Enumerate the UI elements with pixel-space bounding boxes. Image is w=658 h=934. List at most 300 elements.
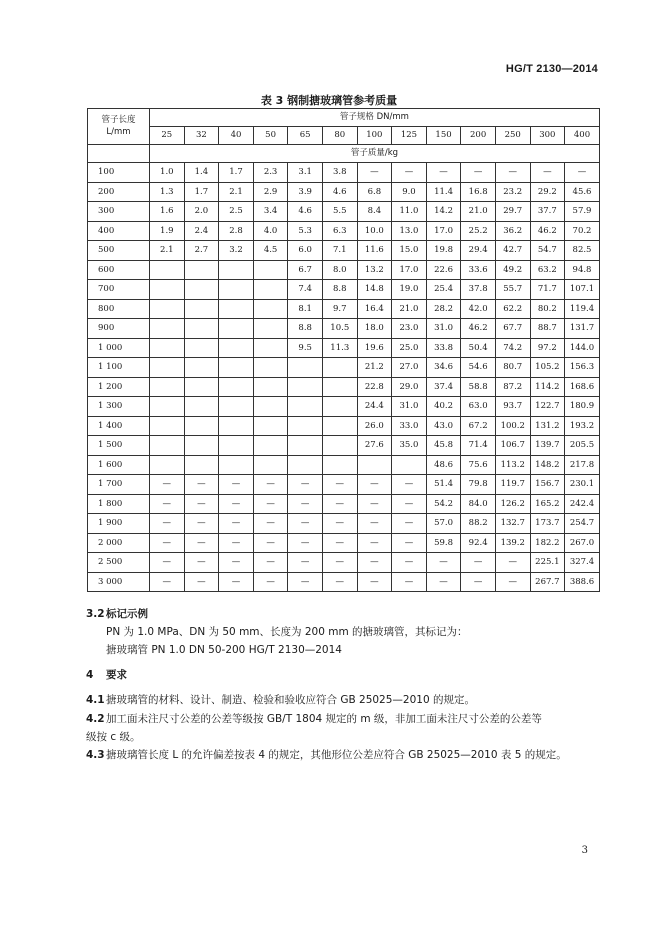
mass-cell: 9.0 [392,182,427,202]
mass-cell: 62.2 [495,299,530,319]
size-header-cell: 125 [392,127,427,145]
mass-cell: 3.2 [219,241,254,261]
mass-cell: 42.7 [495,241,530,261]
mass-cell: 6.7 [288,260,323,280]
length-cell: 800 [88,299,150,319]
mass-cell: — [219,572,254,592]
mass-header: 管子质量/kg [150,145,600,163]
mass-cell: 19.6 [357,338,392,358]
mass-cell: — [219,553,254,573]
mass-cell [150,338,185,358]
mass-cell [150,260,185,280]
mass-cell: 43.0 [426,416,461,436]
mass-cell: 10.5 [322,319,357,339]
table-row [88,182,600,202]
mass-cell: 92.4 [461,533,496,553]
length-cell: 2 500 [88,553,150,573]
mass-cell [150,377,185,397]
length-cell: 1 600 [88,455,150,475]
mass-cell: 217.8 [565,455,600,475]
mass-cell: 79.8 [461,475,496,495]
mass-cell: 5.5 [322,202,357,222]
mass-cell: — [253,475,288,495]
mass-cell: 114.2 [530,377,565,397]
mass-cell [253,338,288,358]
mass-cell: 45.6 [565,182,600,202]
mass-cell: 74.2 [495,338,530,358]
mass-cell: — [288,572,323,592]
section-4-heading: 4 要求 [86,669,127,681]
mass-cell: 16.8 [461,182,496,202]
spec-header: 管子规格 DN/mm [150,109,600,127]
mass-cell: 205.5 [565,436,600,456]
mass-cell: 15.0 [392,241,427,261]
mass-cell: 19.0 [392,280,427,300]
clause-4-2-cont: 级按 c 级。 [86,731,141,743]
mass-cell: 139.2 [495,533,530,553]
length-cell: 1 100 [88,358,150,378]
mass-cell [253,299,288,319]
mass-cell: 3.8 [322,163,357,183]
mass-cell: 26.0 [357,416,392,436]
table-row [88,572,600,592]
mass-cell: 1.3 [150,182,185,202]
mass-cell: 156.7 [530,475,565,495]
standard-code: HG/T 2130—2014 [505,63,598,75]
length-cell: 1 400 [88,416,150,436]
mass-cell [150,299,185,319]
table-row [88,494,600,514]
mass-cell [184,397,219,417]
mass-cell [322,397,357,417]
table-row [88,553,600,573]
mass-cell: 6.8 [357,182,392,202]
mass-cell: 8.8 [288,319,323,339]
mass-cell: 31.0 [392,397,427,417]
mass-cell: — [530,163,565,183]
size-header-cell: 200 [461,127,496,145]
mass-cell [150,436,185,456]
mass-cell [288,358,323,378]
mass-cell: 24.4 [357,397,392,417]
mass-cell: — [150,475,185,495]
mass-cell: 168.6 [565,377,600,397]
mass-cell: 1.0 [150,163,185,183]
table-row [88,358,600,378]
mass-cell: 4.6 [322,182,357,202]
page-number: 3 [581,845,588,856]
mass-cell: 33.6 [461,260,496,280]
mass-cell: 4.6 [288,202,323,222]
table-row [88,455,600,475]
mass-cell [253,280,288,300]
mass-cell: — [184,533,219,553]
mass-cell [219,416,254,436]
mass-cell: 14.8 [357,280,392,300]
table-row [88,397,600,417]
mass-cell: 132.7 [495,514,530,534]
table-row [88,280,600,300]
mass-cell [219,377,254,397]
mass-cell [219,397,254,417]
mass-cell: 23.2 [495,182,530,202]
mass-cell [253,436,288,456]
mass-cell: 2.0 [184,202,219,222]
mass-cell: 70.2 [565,221,600,241]
mass-cell: 37.7 [530,202,565,222]
table-row [88,377,600,397]
mass-cell [253,358,288,378]
mass-cell [184,436,219,456]
mass-cell: — [322,553,357,573]
length-cell: 300 [88,202,150,222]
mass-cell: — [288,494,323,514]
length-cell: 2 000 [88,533,150,553]
mass-cell: 165.2 [530,494,565,514]
mass-cell: 28.2 [426,299,461,319]
mass-cell: 37.8 [461,280,496,300]
length-cell: 1 700 [88,475,150,495]
length-cell: 1 800 [88,494,150,514]
mass-cell [219,455,254,475]
size-header-cell: 40 [219,127,254,145]
table-row [88,533,600,553]
mass-cell: 57.0 [426,514,461,534]
mass-cell: 230.1 [565,475,600,495]
mass-cell: 139.7 [530,436,565,456]
mass-cell: 6.0 [288,241,323,261]
mass-cell: 105.2 [530,358,565,378]
mass-cell: 8.4 [357,202,392,222]
mass-cell: 27.6 [357,436,392,456]
mass-cell [253,377,288,397]
mass-cell: — [392,514,427,534]
length-cell: 700 [88,280,150,300]
mass-cell: 1.4 [184,163,219,183]
mass-cell: 16.4 [357,299,392,319]
mass-cell: 14.2 [426,202,461,222]
mass-cell: — [357,475,392,495]
mass-cell: 100.2 [495,416,530,436]
mass-cell: — [184,475,219,495]
mass-cell [184,358,219,378]
marking-example: 搪玻璃管 PN 1.0 DN 50-200 HG/T 2130—2014 [106,644,342,656]
mass-cell: 34.6 [426,358,461,378]
mass-cell: 107.1 [565,280,600,300]
mass-cell: 3.9 [288,182,323,202]
mass-cell [322,436,357,456]
size-header-cell: 80 [322,127,357,145]
mass-cell: 106.7 [495,436,530,456]
mass-cell: — [357,494,392,514]
mass-cell: — [357,553,392,573]
mass-cell: 4.5 [253,241,288,261]
table-row [88,436,600,456]
mass-cell [219,319,254,339]
mass-cell: — [184,553,219,573]
mass-cell: 55.7 [495,280,530,300]
mass-cell: 57.9 [565,202,600,222]
mass-cell: 267.7 [530,572,565,592]
mass-cell: 1.9 [150,221,185,241]
mass-cell [184,319,219,339]
mass-cell: — [426,572,461,592]
mass-cell: 131.2 [530,416,565,436]
mass-cell: — [565,163,600,183]
length-cell: 900 [88,319,150,339]
mass-cell [184,299,219,319]
mass-cell: 193.2 [565,416,600,436]
mass-cell: 42.0 [461,299,496,319]
mass-cell: 9.5 [288,338,323,358]
mass-cell: 2.4 [184,221,219,241]
mass-cell: — [322,514,357,534]
pipe-mass-table [87,108,600,592]
mass-cell: 113.2 [495,455,530,475]
mass-cell [322,416,357,436]
mass-cell [288,397,323,417]
mass-cell: 327.4 [565,553,600,573]
mass-cell: 33.8 [426,338,461,358]
mass-cell: 2.1 [150,241,185,261]
mass-cell: 3.4 [253,202,288,222]
mass-cell: — [392,475,427,495]
mass-cell [219,299,254,319]
mass-cell: — [150,533,185,553]
mass-cell: 182.2 [530,533,565,553]
length-cell: 200 [88,182,150,202]
mass-cell [150,280,185,300]
mass-cell: 75.6 [461,455,496,475]
table-title: 表 3 钢制搪玻璃管参考质量 [260,94,398,107]
mass-cell: 3.1 [288,163,323,183]
mass-cell: 59.8 [426,533,461,553]
mass-cell: — [357,533,392,553]
length-cell: 1 500 [88,436,150,456]
length-cell: 1 900 [88,514,150,534]
mass-cell [184,416,219,436]
size-header-cell: 25 [150,127,185,145]
mass-cell [219,280,254,300]
mass-cell [184,377,219,397]
mass-cell: 267.0 [565,533,600,553]
mass-cell: 21.2 [357,358,392,378]
mass-cell: 122.7 [530,397,565,417]
mass-cell [288,416,323,436]
mass-cell: — [288,553,323,573]
mass-cell [219,436,254,456]
mass-cell [184,338,219,358]
mass-cell: 388.6 [565,572,600,592]
mass-cell: 1.7 [219,163,254,183]
mass-cell: — [253,553,288,573]
size-header-cell: 100 [357,127,392,145]
mass-cell: — [392,553,427,573]
mass-cell: 254.7 [565,514,600,534]
section-3-2-heading: 3.2标记示例 [86,608,148,620]
mass-cell: 80.7 [495,358,530,378]
mass-cell: 19.8 [426,241,461,261]
mass-cell: — [392,572,427,592]
mass-cell: 35.0 [392,436,427,456]
mass-cell: — [253,572,288,592]
mass-cell: 8.0 [322,260,357,280]
mass-cell: 58.8 [461,377,496,397]
mass-cell [288,377,323,397]
mass-cell: — [461,163,496,183]
mass-cell: 63.0 [461,397,496,417]
length-cell: 3 000 [88,572,150,592]
table-row [88,319,600,339]
mass-cell [184,280,219,300]
mass-cell: 67.2 [461,416,496,436]
mass-cell [288,436,323,456]
mass-cell: 51.4 [426,475,461,495]
mass-cell: 54.2 [426,494,461,514]
mass-cell: 2.7 [184,241,219,261]
mass-cell [322,377,357,397]
mass-cell: — [322,475,357,495]
mass-cell: — [150,494,185,514]
length-cell: 1 000 [88,338,150,358]
size-header-cell: 300 [530,127,565,145]
mass-cell: 27.0 [392,358,427,378]
mass-cell: 49.2 [495,260,530,280]
mass-cell: — [392,494,427,514]
mass-cell: 17.0 [426,221,461,241]
mass-cell: 180.9 [565,397,600,417]
mass-cell: 45.8 [426,436,461,456]
length-header-cont [88,145,150,163]
mass-cell: 11.4 [426,182,461,202]
mass-cell: — [288,514,323,534]
length-cell: 1 300 [88,397,150,417]
mass-cell [392,455,427,475]
mass-cell: — [461,553,496,573]
mass-cell: 8.8 [322,280,357,300]
mass-cell: 31.0 [426,319,461,339]
mass-cell: — [392,533,427,553]
table-row [88,221,600,241]
mass-cell: 13.2 [357,260,392,280]
mass-cell: 48.6 [426,455,461,475]
mass-cell: 18.0 [357,319,392,339]
mass-cell: 9.7 [322,299,357,319]
mass-cell: 88.7 [530,319,565,339]
mass-cell: 22.8 [357,377,392,397]
mass-cell: 54.6 [461,358,496,378]
mass-cell: 67.7 [495,319,530,339]
mass-cell: — [219,514,254,534]
mass-cell: 54.7 [530,241,565,261]
mass-cell [253,416,288,436]
mass-cell: — [219,494,254,514]
table-row [88,163,600,183]
mass-cell: — [357,514,392,534]
mass-cell: 8.1 [288,299,323,319]
mass-cell: 23.0 [392,319,427,339]
mass-cell: 119.7 [495,475,530,495]
mass-cell: 144.0 [565,338,600,358]
mass-cell: 156.3 [565,358,600,378]
mass-cell [150,319,185,339]
table-row [88,475,600,495]
mass-cell: — [495,553,530,573]
mass-cell: — [219,475,254,495]
mass-cell: 84.0 [461,494,496,514]
mass-cell: 11.6 [357,241,392,261]
mass-cell: — [322,494,357,514]
mass-cell: 29.7 [495,202,530,222]
mass-cell: 17.0 [392,260,427,280]
size-header-cell: 50 [253,127,288,145]
mass-cell: 50.4 [461,338,496,358]
size-header-cell: 150 [426,127,461,145]
mass-cell: 242.4 [565,494,600,514]
mass-cell: — [150,572,185,592]
mass-cell: — [357,572,392,592]
length-cell: 400 [88,221,150,241]
table-row [88,241,600,261]
mass-cell: — [426,553,461,573]
mass-cell: — [357,163,392,183]
mass-cell: — [184,572,219,592]
mass-cell: 4.0 [253,221,288,241]
mass-cell: 93.7 [495,397,530,417]
mass-cell: 11.0 [392,202,427,222]
clause-4-1: 4.1搪玻璃管的材料、设计、制造、检验和验收应符合 GB 25025—2010 的规定。 [86,694,475,706]
mass-cell [357,455,392,475]
mass-cell: 131.7 [565,319,600,339]
mass-cell [253,455,288,475]
mass-cell [150,397,185,417]
mass-cell [253,397,288,417]
mass-cell: 2.3 [253,163,288,183]
mass-cell: 88.2 [461,514,496,534]
mass-cell: 71.4 [461,436,496,456]
table-row [88,202,600,222]
table-row [88,514,600,534]
mass-cell: 2.5 [219,202,254,222]
mass-cell: 25.0 [392,338,427,358]
mass-cell: 33.0 [392,416,427,436]
mass-cell: — [461,572,496,592]
mass-cell: 22.6 [426,260,461,280]
mass-cell: — [253,533,288,553]
size-header-cell: 400 [565,127,600,145]
mass-cell: — [253,494,288,514]
mass-cell: — [322,572,357,592]
mass-cell [322,455,357,475]
mass-cell: 2.9 [253,182,288,202]
mass-cell: 29.2 [530,182,565,202]
mass-cell: — [150,514,185,534]
mass-cell [150,416,185,436]
mass-cell: — [253,514,288,534]
mass-cell: 7.4 [288,280,323,300]
size-header-cell: 65 [288,127,323,145]
table-row [88,260,600,280]
mass-cell: — [184,494,219,514]
mass-cell: — [426,163,461,183]
mass-cell: 25.2 [461,221,496,241]
marking-example-desc: PN 为 1.0 MPa、DN 为 50 mm、长度为 200 mm 的搪玻璃管，其标记为： [106,626,468,638]
mass-cell: 94.8 [565,260,600,280]
mass-cell: — [219,533,254,553]
mass-cell: 7.1 [322,241,357,261]
length-header: 管子长度 L/mm [88,109,150,145]
mass-cell: 82.5 [565,241,600,261]
